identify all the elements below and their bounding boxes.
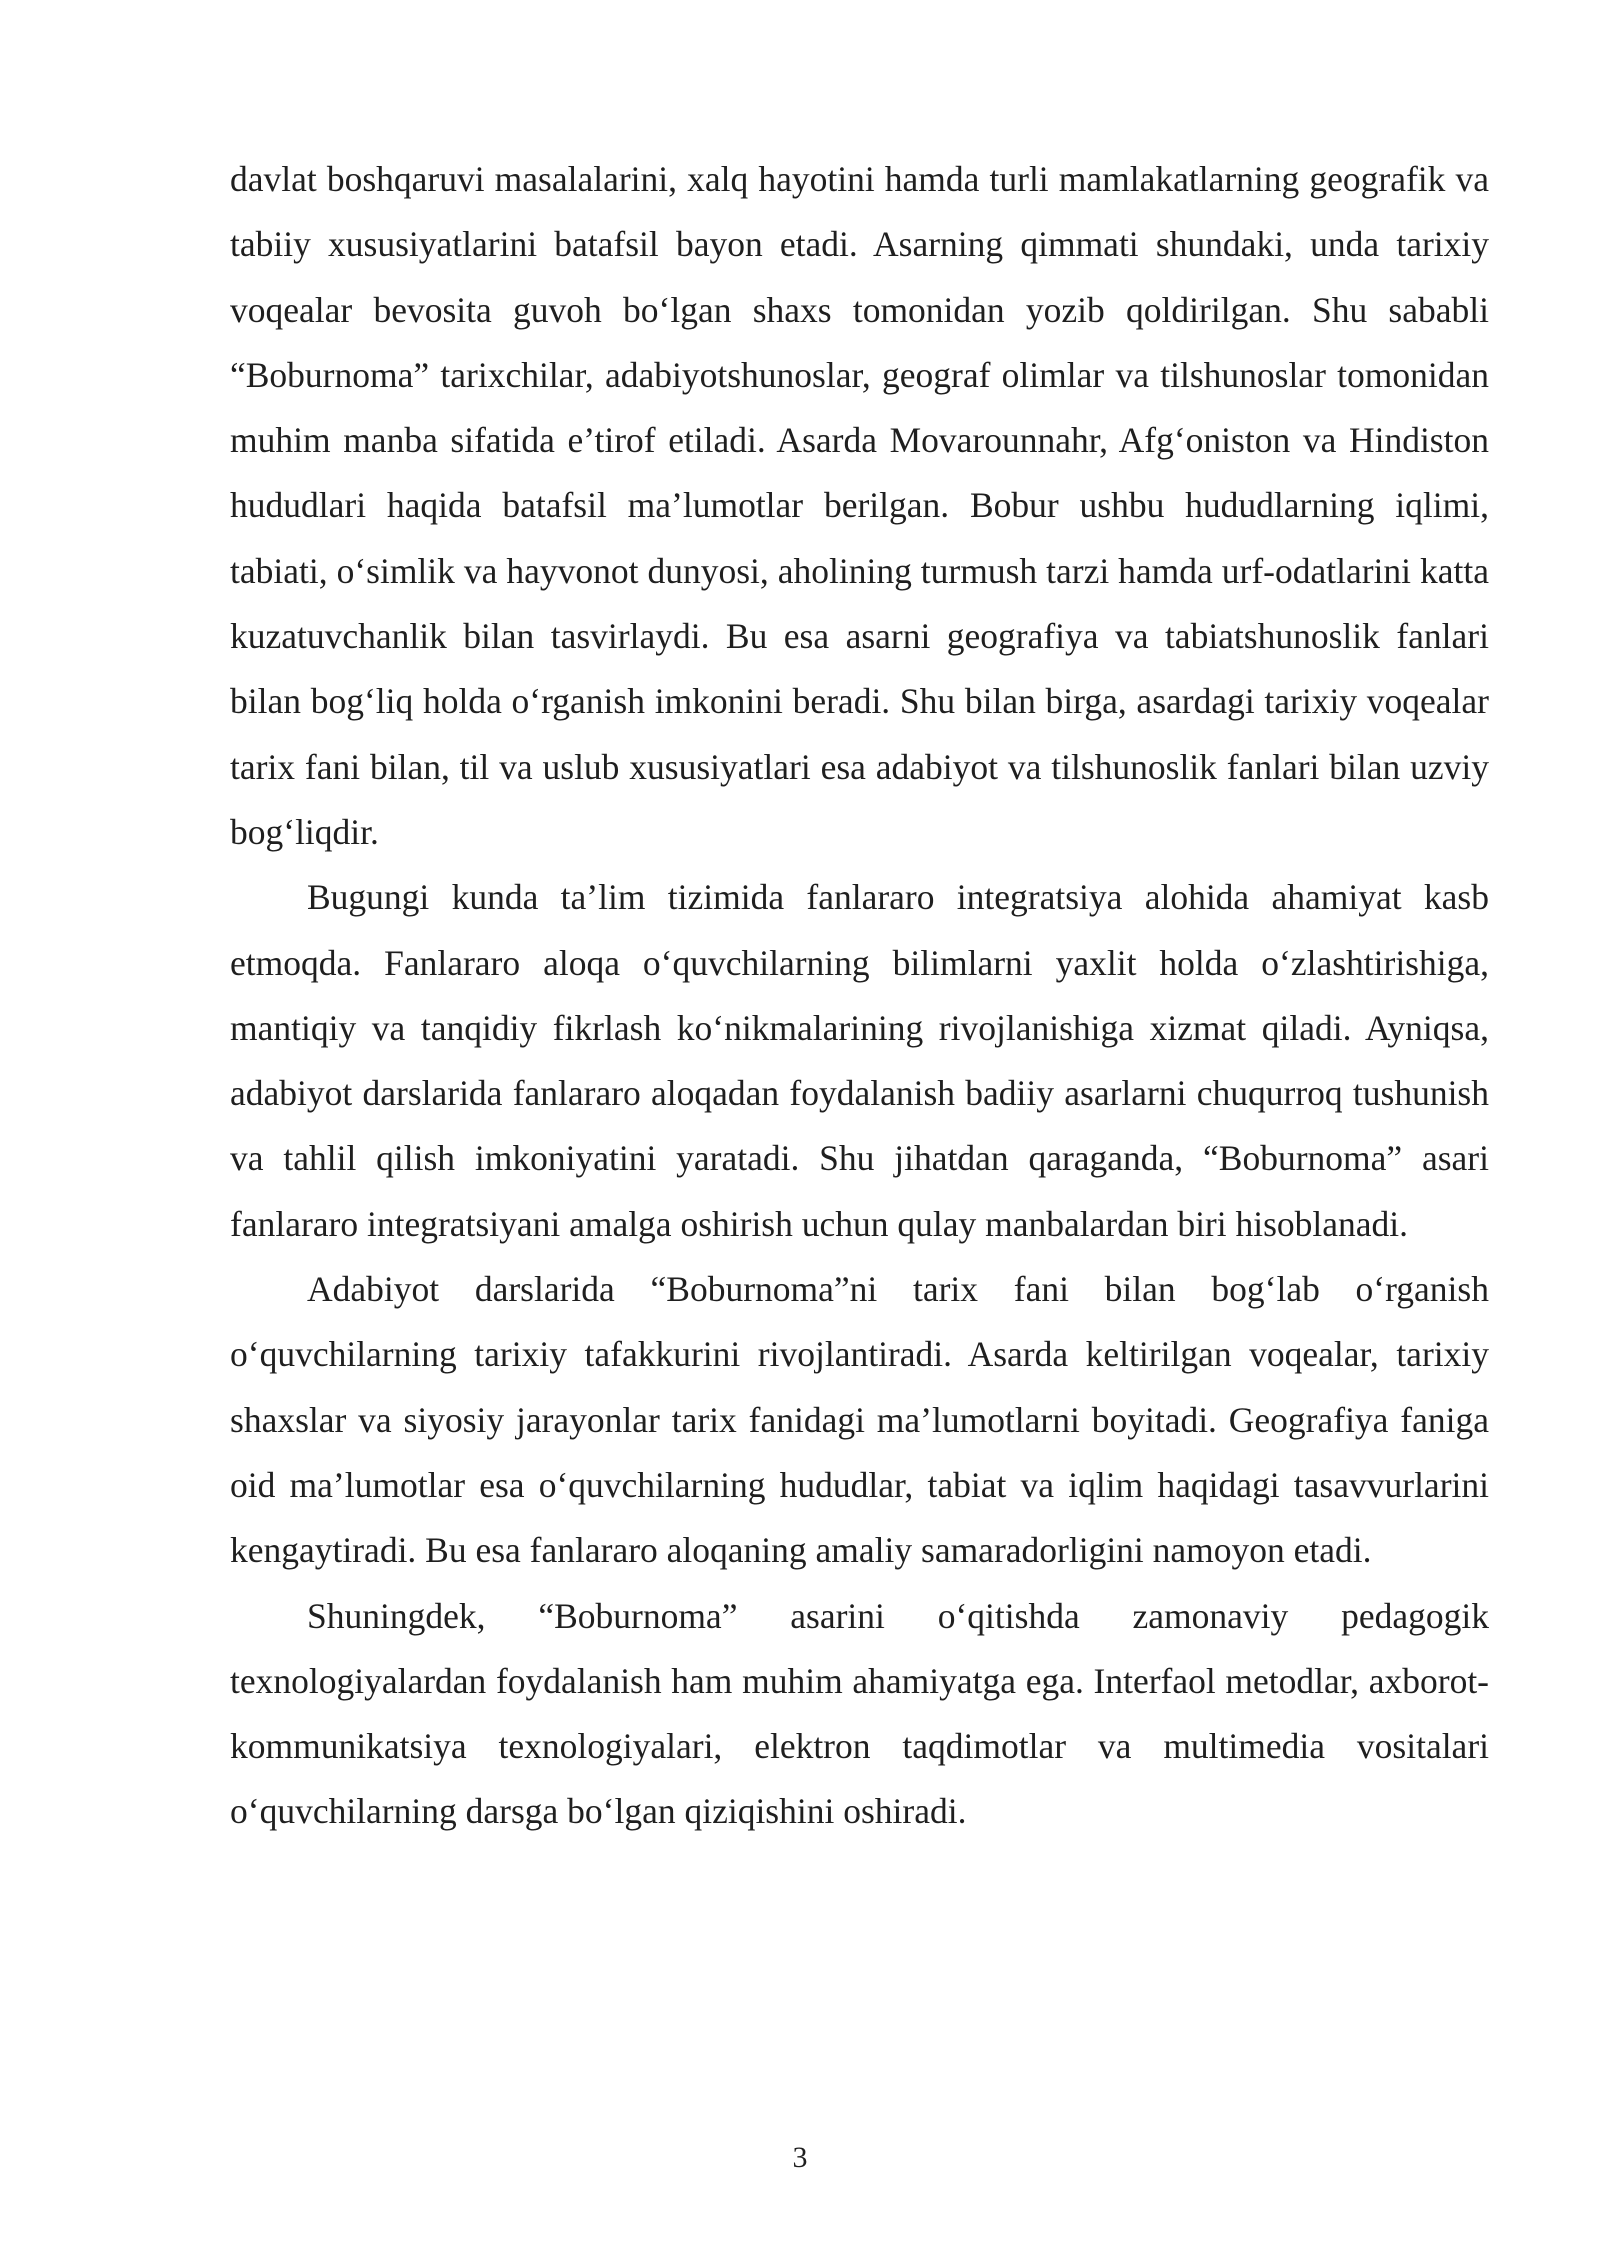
paragraph-2: Bugungi kunda ta’lim tizimida fanlararo integratsiya alohida ahamiyat kasb etmoqda. Fanlararo aloqa o‘quvchilarning bilimlarni yaxlit holda o‘zlashtirishiga, mantiqiy va tanqidiy fikrlash ko‘nikmalarining rivojlanishiga xizmat qiladi. Ayniqsa, adabiyot darslarida fanlararo aloqadan foydalanish badiiy asarlarni chuqurroq tushunish va tahlil qilish imkoniyatini yaratadi. Shu jihatdan qaraganda, “Boburnoma” asari fanlararo integratsiyani amalga oshirish uchun qulay manbalardan biri hisoblanadi. bbox=[230, 877, 1489, 1244]
document-body bbox=[230, 147, 1489, 1845]
paragraph-1: davlat boshqaruvi masalalarini, xalq hayotini hamda turli mamlakatlarning geografik va tabiiy xususiyatlarini batafsil bayon etadi. Asarning qimmati shundaki, unda tarixiy voqealar bevosita guvoh bo‘lgan shaxs tomonidan yozib qoldirilgan. Shu sababli “Boburnoma” tarixchilar, adabiyotshunoslar, geograf olimlar va tilshunoslar tomonidan muhim manba sifatida e’tirof etiladi. Asarda Movarounnahr, Afg‘oniston va Hindiston hududlari haqida batafsil ma’lumotlar berilgan. Bobur ushbu hududlarning iqlimi, tabiati, o‘simlik va hayvonot dunyosi, aholining turmush tarzi hamda urf-odatlarini katta kuzatuvchanlik bilan tasvirlaydi. Bu esa asarni geografiya va tabiatshunoslik fanlari bilan bog‘liq holda o‘rganish imkonini beradi. Shu bilan birga, asardagi tarixiy voqealar tarix fani bilan, til va uslub xususiyatlari esa adabiyot va tilshunoslik fanlari bilan uzviy bog‘liqdir. bbox=[230, 159, 1489, 852]
paragraph-3: Adabiyot darslarida “Boburnoma”ni tarix fani bilan bog‘lab o‘rganish o‘quvchilarning tarixiy tafakkurini rivojlantiradi. Asarda keltirilgan voqealar, tarixiy shaxslar va siyosiy jarayonlar tarix fanidagi ma’lumotlarni boyitadi. Geografiya faniga oid ma’lumotlar esa o‘quvchilarning hududlar, tabiat va iqlim haqidagi tasavvurlarini kengaytiradi. Bu esa fanlararo aloqaning amaliy samaradorligini namoyon etadi. bbox=[230, 1269, 1489, 1571]
page-number: 3 bbox=[792, 2141, 808, 2174]
paragraph-4: Shuningdek, “Boburnoma” asarini o‘qitishda zamonaviy pedagogik texnologiyalardan foydalanish ham muhim ahamiyatga ega. Interfaol metodlar, axborot-kommunikatsiya texnologiyalari, elektron taqdimotlar va multimedia vositalari o‘quvchilarning darsga bo‘lgan qiziqishini oshiradi. bbox=[230, 1595, 1489, 1832]
